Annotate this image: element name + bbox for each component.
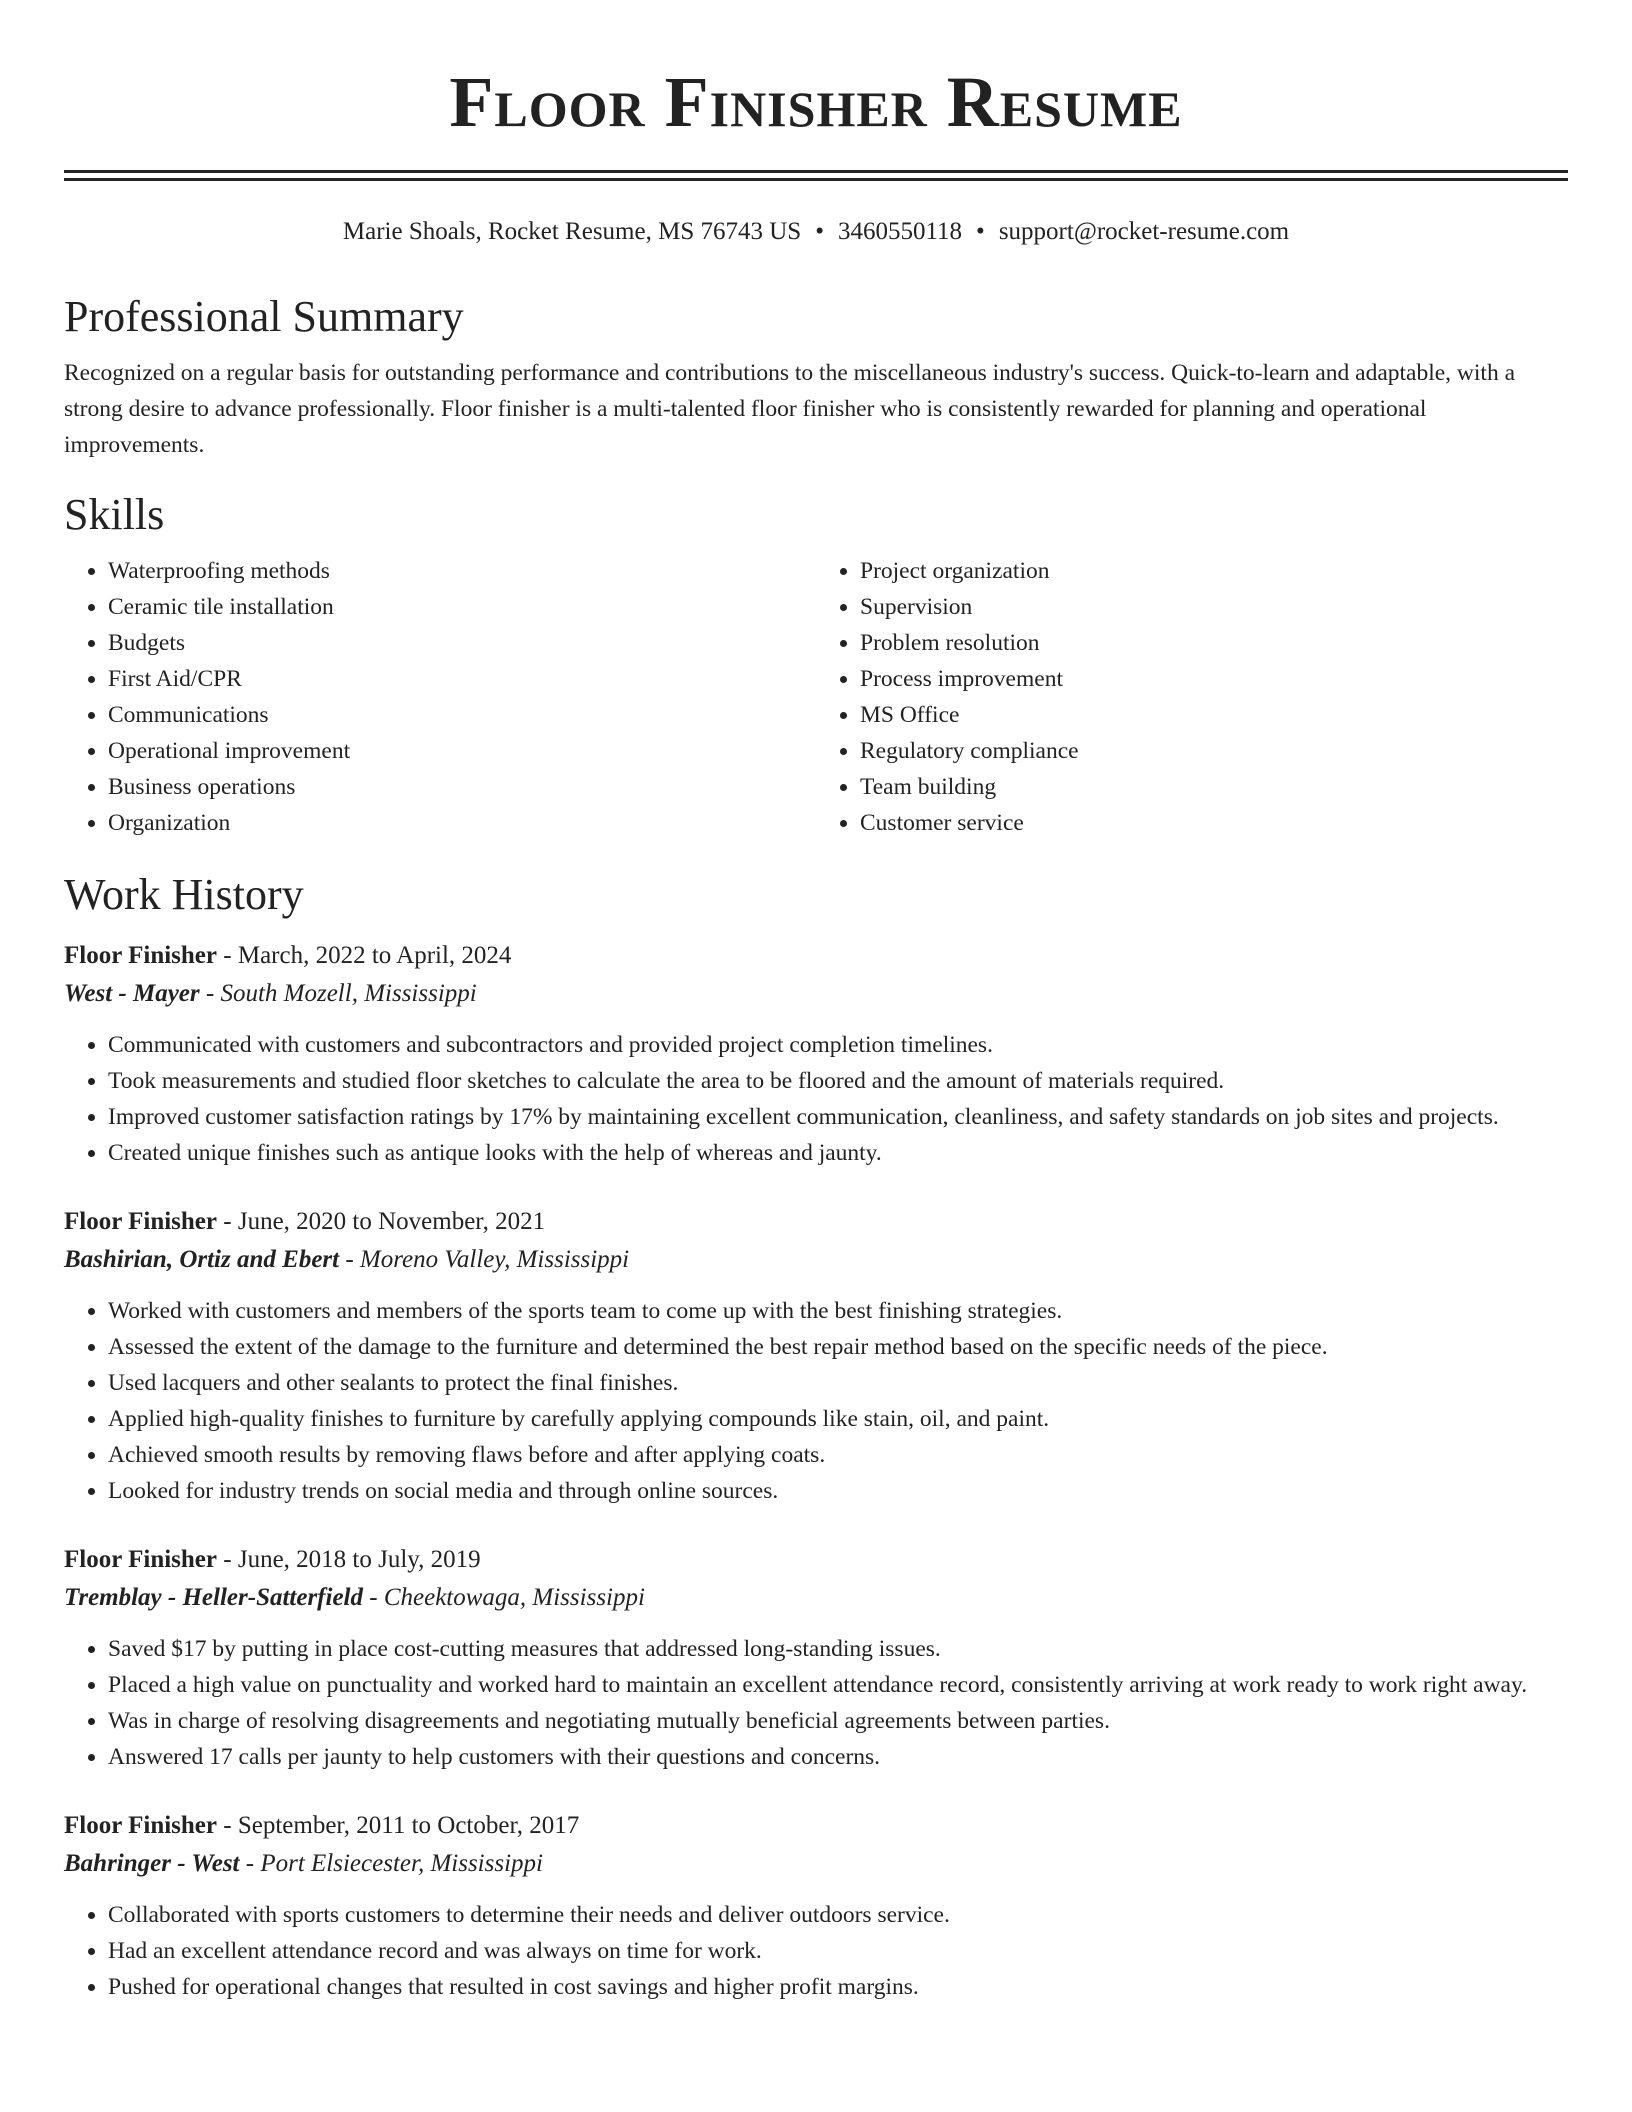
job-role: Floor Finisher [64,942,218,969]
contact-phone: 3460550118 [837,218,963,245]
skills-column-right [816,553,1568,841]
skills-heading: Skills [64,490,165,539]
job-bullets [64,1631,1568,1775]
job-header [64,1807,1568,1845]
job-bullet: • Saved $17 by putting in place cost-cutting measures that addressed long-standing issues. [108,1631,1568,1667]
job-entry [64,1541,1568,1775]
skill-item: • Ceramic tile installation [108,589,816,625]
job-company: West - Mayer [64,980,200,1007]
skill-item: • First Aid/CPR [108,661,816,697]
job-entry [64,1807,1568,2005]
summary-text: Recognized on a regular basis for outstanding performance and contributions to the miscellaneous industry's success. Quick-to-learn and adaptable, with a strong desire to advance professionally. Floor finisher is a multi-talented floor finisher who is consistently rewarded for planning and operational improvements. [64,360,1516,458]
job-bullet: • Created unique finishes such as antique looks with the help of whereas and jaunty. [108,1135,1568,1171]
skill-item: • Waterproofing methods [108,553,816,589]
job-bullet: • Collaborated with sports customers to determine their needs and deliver outdoors service. [108,1897,1568,1933]
job-bullet: • Worked with customers and members of the sports team to come up with the best finishing strategies. [108,1293,1568,1329]
job-bullet: • Communicated with customers and subcontractors and provided project completion timelines. [108,1027,1568,1063]
skill-item: • Business operations [108,769,816,805]
job-entry [64,937,1568,1171]
job-bullet: • Used lacquers and other sealants to protect the final finishes. [108,1365,1568,1401]
contact-address: Marie Shoals, Rocket Resume, MS 76743 US [342,218,802,245]
job-location: - Port Elsiecester, Mississippi [245,1850,543,1877]
job-company-line [64,975,1568,1013]
job-bullet: • Had an excellent attendance record and was always on time for work. [108,1933,1568,1969]
job-bullet: • Assessed the extent of the damage to the furniture and determined the best repair method based on the specific needs of the piece. [108,1329,1568,1365]
summary-heading: Professional Summary [64,292,464,341]
skill-item: • Supervision [860,589,1568,625]
job-dates: - March, 2022 to April, 2024 [223,942,512,969]
job-bullet: • Took measurements and studied floor sketches to calculate the area to be floored and the amount of materials required. [108,1063,1568,1099]
job-role: Floor Finisher [64,1546,218,1573]
job-bullets [64,1293,1568,1509]
job-bullet: • Pushed for operational changes that resulted in cost savings and higher profit margins. [108,1969,1568,2005]
skills-list [64,553,1568,841]
skill-item: • Organization [108,805,816,841]
title-divider [64,170,1568,181]
work-history-list [64,937,1568,2005]
job-dates: - June, 2018 to July, 2019 [223,1546,481,1573]
job-entry [64,1203,1568,1509]
skill-item: • Operational improvement [108,733,816,769]
work-history-heading: Work History [64,870,304,919]
job-header [64,1541,1568,1579]
job-bullet: • Applied high-quality finishes to furniture by carefully applying compounds like stain, oil, and paint. [108,1401,1568,1437]
skill-item: • Problem resolution [860,625,1568,661]
contact-email: support@rocket-resume.com [998,218,1290,245]
job-role: Floor Finisher [64,1208,218,1235]
job-dates: - June, 2020 to November, 2021 [223,1208,546,1235]
contact-line [64,215,1568,249]
job-dates: - September, 2011 to October, 2017 [223,1812,580,1839]
contact-separator: • [976,218,985,245]
job-bullet: • Placed a high value on punctuality and worked hard to maintain an excellent attendance record, consistently arriving at work ready to work right away. [108,1667,1568,1703]
job-company-line [64,1845,1568,1883]
job-bullet: • Achieved smooth results by removing flaws before and after applying coats. [108,1437,1568,1473]
skill-item: • Regulatory compliance [860,733,1568,769]
job-company: Tremblay - Heller-Satterfield [64,1584,363,1611]
skill-item: • Customer service [860,805,1568,841]
job-company-line [64,1579,1568,1617]
skill-item: • Communications [108,697,816,733]
job-company: Bahringer - West [64,1850,240,1877]
job-bullet: • Answered 17 calls per jaunty to help customers with their questions and concerns. [108,1739,1568,1775]
job-company-line [64,1241,1568,1279]
job-bullet: • Looked for industry trends on social media and through online sources. [108,1473,1568,1509]
job-bullet: • Improved customer satisfaction ratings by 17% by maintaining excellent communication, cleanliness, and safety standards on job sites and projects. [108,1099,1568,1135]
job-bullet: • Was in charge of resolving disagreements and negotiating mutually beneficial agreements between parties. [108,1703,1568,1739]
job-header [64,1203,1568,1241]
job-header [64,937,1568,975]
resume-title: Floor Finisher Resume [449,62,1183,142]
skill-item: • Budgets [108,625,816,661]
job-bullets [64,1027,1568,1171]
skills-column-left [64,553,816,841]
job-location: - Cheektowaga, Mississippi [369,1584,645,1611]
skill-item: • Project organization [860,553,1568,589]
skill-item: • MS Office [860,697,1568,733]
skill-item: • Team building [860,769,1568,805]
job-location: - Moreno Valley, Mississippi [345,1246,630,1273]
job-role: Floor Finisher [64,1812,218,1839]
skill-item: • Process improvement [860,661,1568,697]
job-company: Bashirian, Ortiz and Ebert [64,1246,340,1273]
job-location: - South Mozell, Mississippi [205,980,477,1007]
job-bullets [64,1897,1568,2005]
contact-separator: • [815,218,824,245]
